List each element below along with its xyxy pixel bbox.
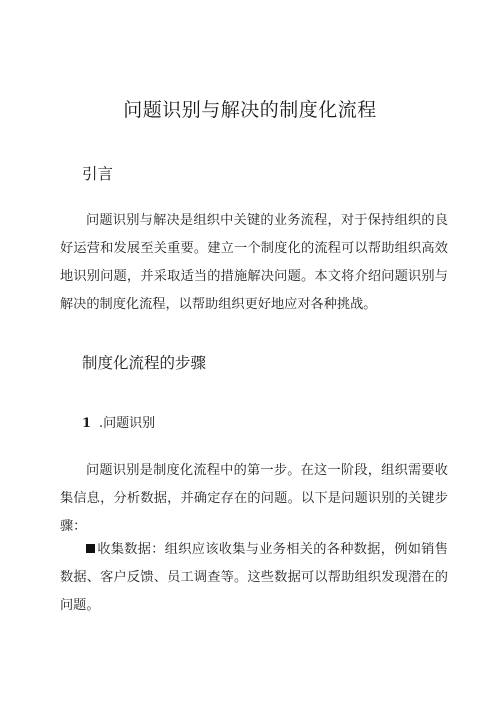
bullet-item-collect-data <box>60 536 448 620</box>
square-bullet-icon <box>86 544 95 553</box>
intro-heading: 引言 <box>82 165 114 183</box>
step1-number: 1 <box>82 416 92 431</box>
step1-heading <box>82 412 155 431</box>
steps-heading: 制度化流程的步骤 <box>82 354 207 372</box>
document-title: 问题识别与解决的制度化流程 <box>123 99 377 121</box>
step1-paragraph: 问题识别是制度化流程中的第一步。在这一阶段，组织需要收集信息，分析数据，并确定存在的问题。以下是问题识别的关键步骤： <box>60 463 448 534</box>
bullet-item-text: 收集数据：组织应该收集与业务相关的各种数据，例如销售数据、客户反馈、员工调查等。这些数据可以帮助组织发现潜在的问题。 <box>60 542 448 613</box>
intro-paragraph: 问题识别与解决是组织中关键的业务流程，对于保持组织的良好运营和发展至关重要。建立一个制度化的流程可以帮助组织高效地识别问题，并采取适当的措施解决问题。本文将介绍问题识别与解决的制度化流程，以帮助组织更好地应对各种挑战。 <box>60 213 448 312</box>
step1-title: .问题识别 <box>99 416 156 431</box>
